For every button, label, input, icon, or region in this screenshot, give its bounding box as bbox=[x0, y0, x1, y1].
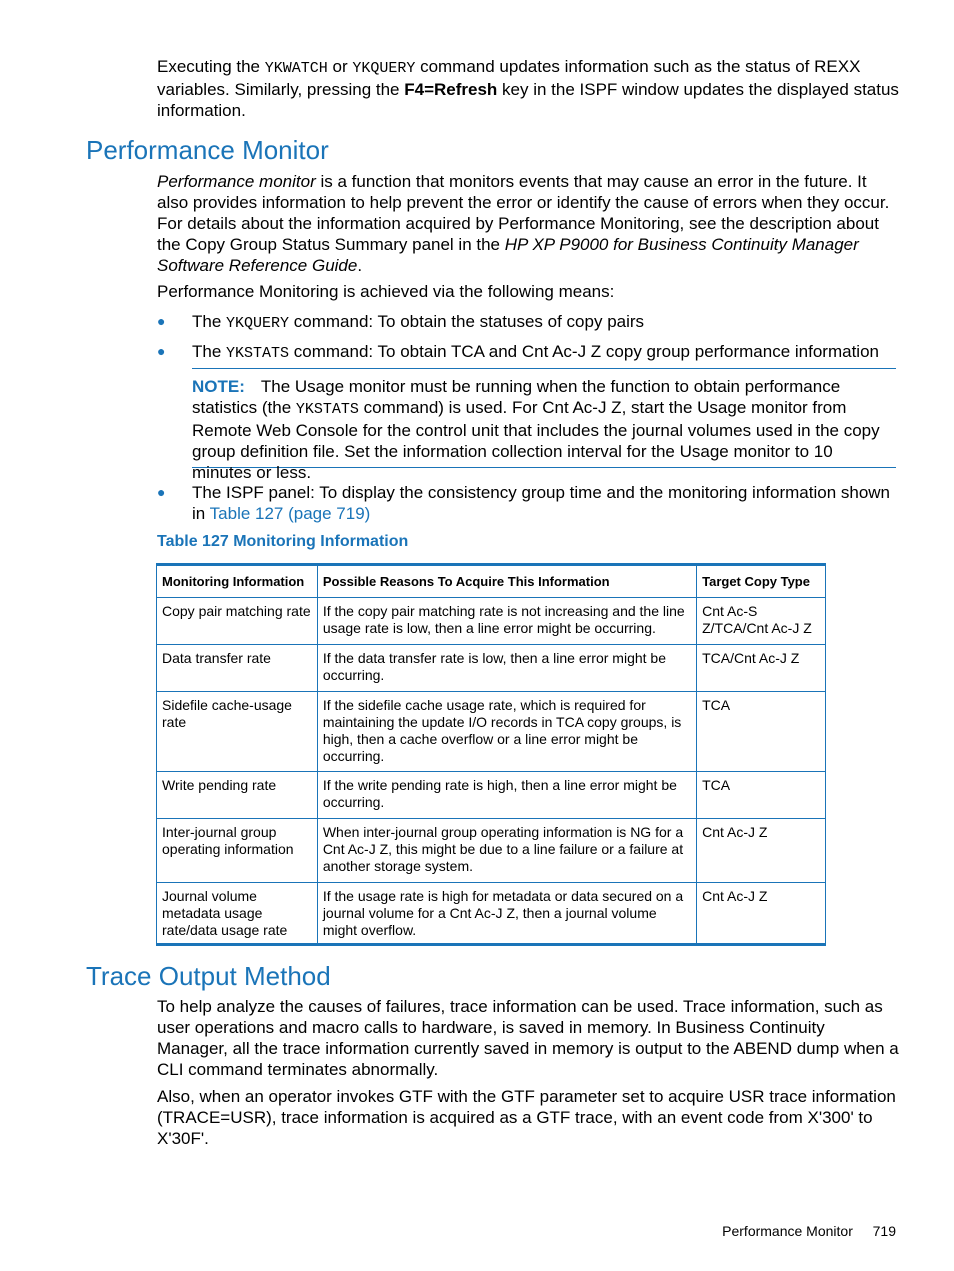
bullet-text: The YKSTATS command: To obtain TCA and Cnt Ac-J Z copy group performance information bbox=[192, 342, 879, 362]
section-title-performance-monitor: Performance Monitor bbox=[86, 135, 329, 165]
note-text: NOTE: The Usage monitor must be running when the function to obtain performance statistics (the YKSTATS command) is used. For Cnt Ac-J Z, start the Usage monitor from Remote Web Console for the control unit that includes the journal volumes used in the copy group definition file. Set the information collection interval for the Usage monitor to 10 minutes or less. bbox=[192, 377, 880, 482]
table-caption: Table 127 Monitoring Information bbox=[157, 533, 409, 550]
trace-paragraph-1: To help analyze the causes of failures, trace information can be used. Trace information, such as user operations and macro calls to hardware, is saved in memory. In Business Continuity Manager, all the trace information currently saved in memory is output to the ABEND dump when a CLI command terminates abnormally. bbox=[157, 997, 899, 1079]
table-cell: Copy pair matching rate bbox=[157, 598, 318, 645]
table-cell: If the sidefile cache usage rate, which is required for maintaining the update I/O records in TCA copy groups, is high, then a cache overflow or a line error might be occurring. bbox=[317, 692, 696, 772]
means-intro-paragraph: Performance Monitoring is achieved via the following means: bbox=[157, 282, 615, 301]
table-127-link[interactable]: Table 127 (page 719) bbox=[209, 504, 371, 523]
ykstats-command: YKSTATS bbox=[226, 345, 290, 362]
table-cell: Journal volume metadata usage rate/data usage rate bbox=[157, 883, 318, 945]
table-cell: Sidefile cache-usage rate bbox=[157, 692, 318, 772]
table-header-row bbox=[157, 565, 826, 598]
trace-paragraph-2: Also, when an operator invokes GTF with the GTF parameter set to acquire USR trace information (TRACE=USR), trace information is acquired as a GTF trace, with an event code from X'300' to X'30F'. bbox=[157, 1087, 896, 1148]
table-row bbox=[157, 772, 826, 819]
page-number: 719 bbox=[872, 1223, 896, 1239]
bullet-icon: ● bbox=[157, 343, 166, 359]
table-cell: Cnt Ac-S Z/TCA/Cnt Ac-J Z bbox=[697, 598, 826, 645]
table-cell: Cnt Ac-J Z bbox=[697, 819, 826, 883]
column-header: Monitoring Information bbox=[157, 565, 318, 598]
table-cell: If the usage rate is high for metadata or data secured on a journal volume for a Cnt Ac-J Z, then a journal volume might overflow. bbox=[317, 883, 696, 945]
performance-monitor-term: Performance monitor bbox=[157, 172, 316, 191]
ykquery-command: YKQUERY bbox=[352, 60, 416, 77]
table-cell: Data transfer rate bbox=[157, 645, 318, 692]
table-cell: If the write pending rate is high, then a line error might be occurring. bbox=[317, 772, 696, 819]
table-cell: Write pending rate bbox=[157, 772, 318, 819]
table-row bbox=[157, 819, 826, 883]
table-row bbox=[157, 692, 826, 772]
intro-text: Executing the bbox=[157, 57, 265, 76]
table-cell: TCA bbox=[697, 692, 826, 772]
section-title-trace-output-method: Trace Output Method bbox=[86, 961, 331, 991]
ykwatch-command: YKWATCH bbox=[264, 60, 328, 77]
table-cell: When inter-journal group operating information is NG for a Cnt Ac-J Z, this might be due to a line failure or a failure at another storage system. bbox=[317, 819, 696, 883]
table-cell: TCA bbox=[697, 772, 826, 819]
column-header: Possible Reasons To Acquire This Information bbox=[317, 565, 696, 598]
reference-guide-title: HP XP P9000 for Business Continuity Manager Software Reference Guide bbox=[157, 235, 859, 275]
column-header: Target Copy Type bbox=[697, 565, 826, 598]
table-row bbox=[157, 598, 826, 645]
ykquery-command: YKQUERY bbox=[226, 315, 290, 332]
table-cell: If the data transfer rate is low, then a line error might be occurring. bbox=[317, 645, 696, 692]
note-label: NOTE: bbox=[192, 377, 245, 396]
table-row bbox=[157, 645, 826, 692]
paragraph-text: is a function that monitors events that may cause an error in the future. It also provides information to help prevent the error or identify the cause of errors when they occur. For details about the information acquired by Performance Monitoring, see the description about the Copy Group Status Summary panel in the bbox=[157, 172, 890, 254]
table-cell: TCA/Cnt Ac-J Z bbox=[697, 645, 826, 692]
ykstats-command: YKSTATS bbox=[295, 401, 359, 418]
intro-paragraph bbox=[157, 56, 899, 121]
monitoring-information-table bbox=[156, 563, 826, 946]
table-row bbox=[157, 883, 826, 945]
bullet-icon: ● bbox=[157, 484, 166, 500]
f4-refresh-key: F4=Refresh bbox=[404, 80, 498, 99]
page-footer bbox=[722, 1223, 896, 1239]
bullet-text: The YKQUERY command: To obtain the statuses of copy pairs bbox=[192, 312, 645, 332]
performance-monitor-paragraph bbox=[157, 171, 899, 276]
table-cell: If the copy pair matching rate is not increasing and the line usage rate is low, then a line error might be occurring. bbox=[317, 598, 696, 645]
bullet-text: The ISPF panel: To display the consistency group time and the monitoring information shown in Table 127 (page 719) bbox=[192, 483, 891, 523]
table-cell: Inter-journal group operating information bbox=[157, 819, 318, 883]
note-box bbox=[192, 368, 896, 482]
table-cell: Cnt Ac-J Z bbox=[697, 883, 826, 945]
footer-section-title: Performance Monitor bbox=[722, 1223, 853, 1239]
intro-text: or bbox=[327, 57, 353, 76]
paragraph-text: . bbox=[357, 256, 363, 275]
intro-text: command updates information such as the status of REXX variables. Similarly, pressing the bbox=[157, 57, 861, 99]
bullet-icon: ● bbox=[157, 313, 166, 329]
intro-text: key in the ISPF window updates the displayed status information. bbox=[157, 80, 899, 120]
